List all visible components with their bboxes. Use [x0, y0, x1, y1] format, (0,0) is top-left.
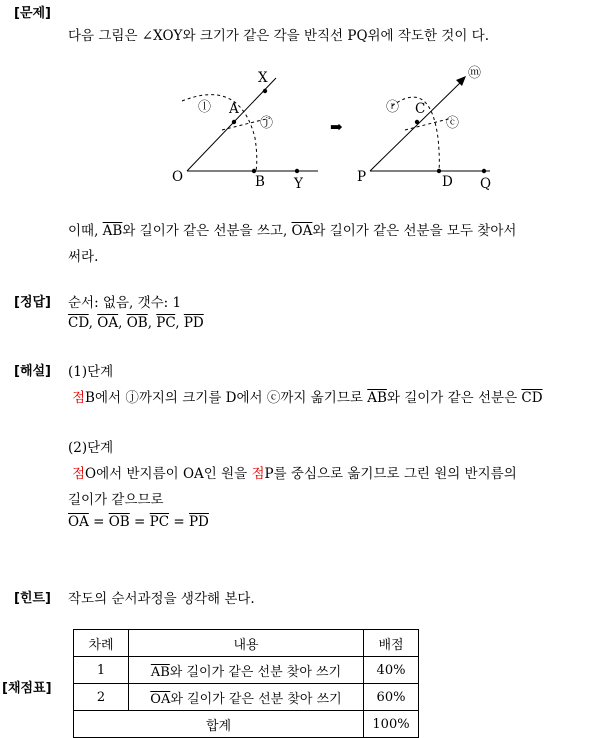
answer-seg: $\overline{CD}$	[68, 315, 89, 331]
table-row: 1 $\overline{AB}$와 길이가 같은 선분 찾아 쓰기 40%	[74, 657, 419, 684]
question-line1: 이때, $\overline{AB}$와 길이가 같은 선분을 쓰고, $\overline{OA}$와 길이가 같은 선분을 모두 찾아서	[68, 223, 517, 239]
label-O: O	[172, 169, 184, 185]
total-label: 합계	[74, 711, 364, 738]
header-score: 배점	[364, 630, 419, 657]
total-score: 100%	[364, 711, 419, 738]
label-P: P	[357, 169, 367, 185]
hint-tag: [힌트]	[14, 591, 51, 606]
mark-circle-3: ⓡ	[386, 100, 400, 115]
label-X: X	[258, 70, 268, 86]
mark-circle-4: ⓒ	[446, 116, 460, 131]
segment-OA: $\overline{OA}$	[291, 223, 313, 239]
label-C: C	[415, 101, 426, 117]
answer-tag: [정답]	[14, 295, 51, 310]
table-row: 2 $\overline{OA}$와 길이가 같은 선분 찾아 쓰기 60%	[74, 684, 419, 711]
construction-figure	[160, 58, 490, 198]
table-total-row	[74, 711, 419, 738]
label-A: A	[229, 101, 239, 117]
mark-circle-1: ⓛ	[198, 100, 212, 115]
answer-seg: $\overline{PC}$	[156, 315, 176, 331]
figure-right	[370, 76, 490, 173]
step1-text: 점B에서 ⓙ까지의 크기를 D에서 ⓒ까지 옮기므로 $\overline{AB}$와 길이가 같은 선분은 $\overline{CD}$	[72, 390, 543, 406]
answer-seg: $\overline{OB}$	[126, 315, 148, 331]
answer-seg: $\overline{PD}$	[183, 315, 204, 331]
scoring-tag: [채점표]	[2, 681, 52, 696]
hint-text: 작도의 순서과정을 생각해 본다.	[68, 591, 255, 607]
mark-circle-2: ⓙ	[260, 116, 274, 131]
label-B: B	[255, 174, 265, 190]
figure-left	[182, 78, 318, 173]
table-header-row	[74, 630, 419, 657]
answer-seg: $\overline{OA}$	[97, 315, 119, 331]
answer-segments: $\overline{CD}$, $\overline{OA}$, $\overline{OB}$, $\overline{PC}$, $\overline{PD}$	[68, 315, 204, 331]
label-D: D	[442, 174, 453, 190]
header-no: 차례	[74, 630, 129, 657]
problem-statement: 다음 그림은 ∠XOY와 크기가 같은 각을 반직선 PQ위에 작도한 것이 다.	[68, 28, 490, 44]
label-Y: Y	[294, 176, 303, 192]
step2-equation: $\overline{OA} = \overline{OB} = \overline{PC} = \overline{PD}$	[68, 514, 209, 530]
scoring-table	[73, 629, 419, 738]
arrow-icon: ➡	[330, 118, 343, 136]
step2-text: 점O에서 반지름이 OA인 원을 점P를 중심으로 옮기므로 그린 원의 반지름의	[72, 466, 517, 482]
header-content: 내용	[129, 630, 364, 657]
step1-title: (1)단계	[68, 364, 114, 380]
mark-circle-5: ⓜ	[468, 66, 482, 81]
segment-AB: $\overline{AB}$	[102, 223, 123, 239]
step2-line2: 길이가 같으므로	[68, 492, 164, 508]
step2-title: (2)단계	[68, 440, 114, 456]
question-line2: 써라.	[68, 249, 99, 265]
answer-line1: 순서: 없음, 갯수: 1	[68, 295, 182, 311]
solution-tag: [해설]	[14, 364, 51, 379]
problem-tag: [문제]	[14, 6, 51, 21]
label-Q: Q	[480, 176, 492, 192]
